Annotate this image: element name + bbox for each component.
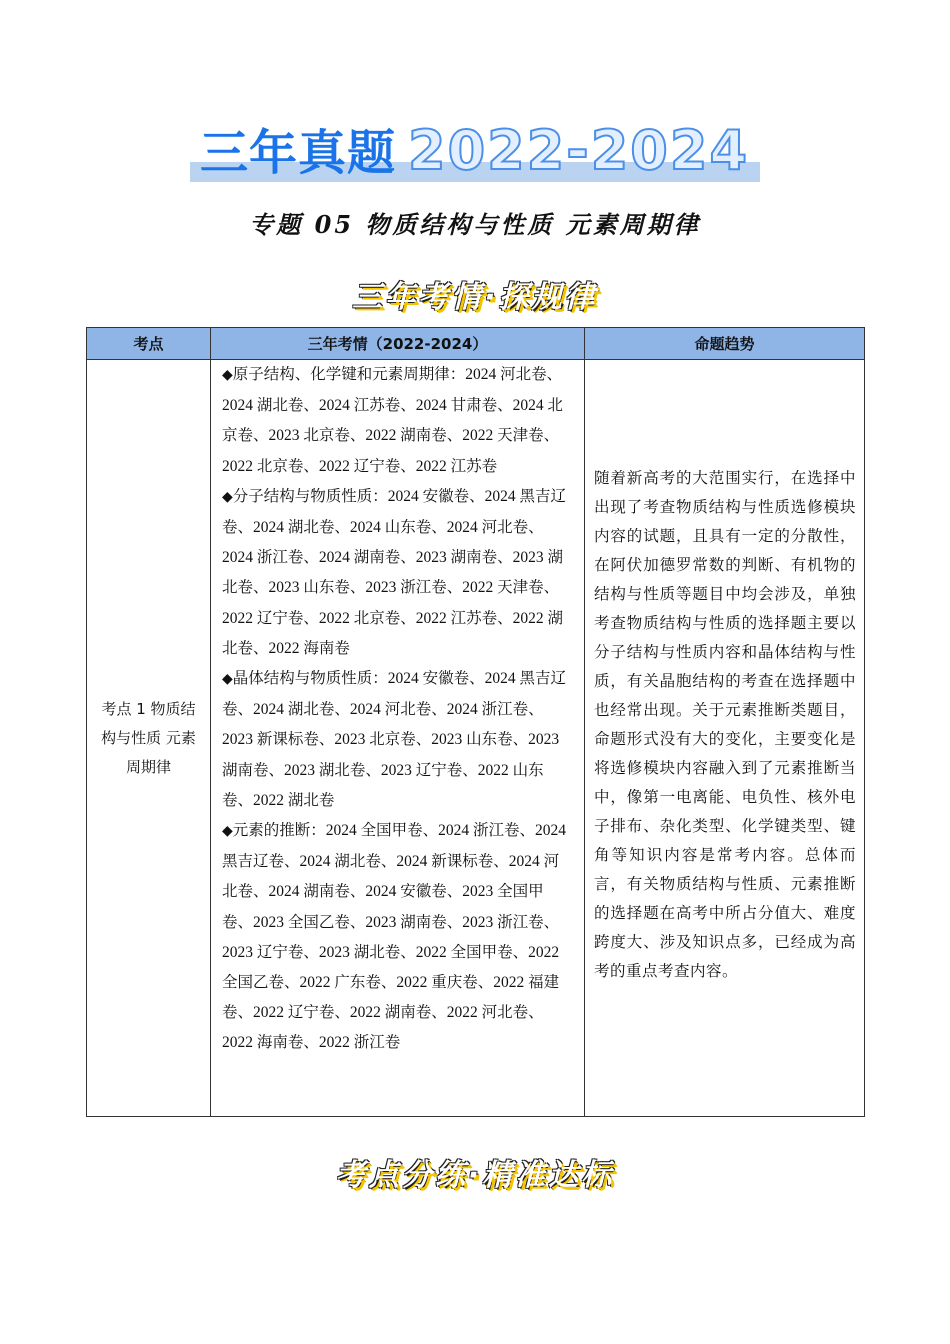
banner-title-years: 2022-2024 — [408, 119, 750, 182]
exam-point-cell: 考点 1 物质结构与性质 元素周期律 — [87, 360, 211, 1117]
header-exam-point: 考点 — [87, 328, 211, 360]
banner-title — [200, 118, 749, 184]
header-three-year: 三年考情（2022-2024） — [211, 328, 585, 360]
exam-analysis-table — [86, 327, 865, 1117]
diamond-bullet-icon: ◆ — [222, 489, 233, 505]
banner-title-cn: 三年真题 — [200, 125, 397, 181]
entry-atomic-structure: ◆原子结构、化学键和元素周期律：2024 河北卷、2024 湖北卷、2024 江苏卷、2024 甘肃卷、2024 北京卷、2023 北京卷、2022 湖南卷、2022 天津卷、2022 北京卷、2022 辽宁卷、2022 江苏卷 — [222, 366, 564, 475]
diamond-bullet-icon: ◆ — [222, 824, 233, 840]
exam-history-cell — [211, 360, 585, 1117]
header-trend: 命题趋势 — [585, 328, 865, 360]
trend-cell: 随着新高考的大范围实行，在选择中出现了考查物质结构与性质选修模块内容的试题，且具有一定的分散性，在阿伏加德罗常数的判断、有机物的结构与性质等题目中均会涉及，单独考查物质结构与性质的选择题主要以分子结构与性质内容和晶体结构与性质，有关晶胞结构的考查在选择题中也经常出现。关于元素推断类题目，命题形式没有大的变化，主要变化是将选修模块内容融入到了元素推断当中，像第一电离能、电负性、核外电子排布、杂化类型、化学键类型、键角等知识内容是常考内容。总体而言，有关物质结构与性质、元素推断的选择题在高考中所占分值大、难度跨度大、涉及知识点多，已经成为高考的重点考查内容。 — [585, 360, 865, 1117]
diamond-bullet-icon: ◆ — [222, 672, 233, 688]
diamond-bullet-icon: ◆ — [222, 368, 233, 383]
entry-crystal-structure: ◆晶体结构与物质性质：2024 安徽卷、2024 黑吉辽卷、2024 湖北卷、2024 河北卷、2024 浙江卷、2023 新课标卷、2023 北京卷、2023 山东卷、2023 湖南卷、2023 湖北卷、2023 辽宁卷、2022 山东卷、2022 湖北卷 — [222, 670, 567, 809]
table-header-row — [87, 328, 865, 360]
topic-title: 专题 05 物质结构与性质 元素周期律 — [249, 210, 701, 239]
entry-molecular-structure: ◆分子结构与物质性质：2024 安徽卷、2024 黑吉辽卷、2024 湖北卷、2024 山东卷、2024 河北卷、2024 浙江卷、2024 湖南卷、2023 湖南卷、2023 湖北卷、2023 山东卷、2023 浙江卷、2022 天津卷、2022 辽宁卷、2022 北京卷、2022 江苏卷、2022 湖北卷、2022 海南卷 — [222, 487, 567, 657]
section-heading-practice: 考点分练·精准达标 — [335, 1158, 615, 1193]
table-row — [87, 360, 865, 1117]
title-banner — [190, 118, 760, 184]
section-heading-trends: 三年考情·探规律 — [352, 280, 598, 315]
entry-element-inference: ◆元素的推断：2024 全国甲卷、2024 浙江卷、2024 黑吉辽卷、2024 湖北卷、2024 新课标卷、2024 河北卷、2024 湖南卷、2024 安徽卷、2023 全国甲卷、2023 全国乙卷、2023 湖南卷、2023 浙江卷、2023 辽宁卷、2023 湖北卷、2022 全国甲卷、2022 全国乙卷、2022 广东卷、2022 重庆卷、2022 福建卷、2022 辽宁卷、2022 湖南卷、2022 河北卷、2022 海南卷、2022 浙江卷 — [222, 822, 567, 1052]
